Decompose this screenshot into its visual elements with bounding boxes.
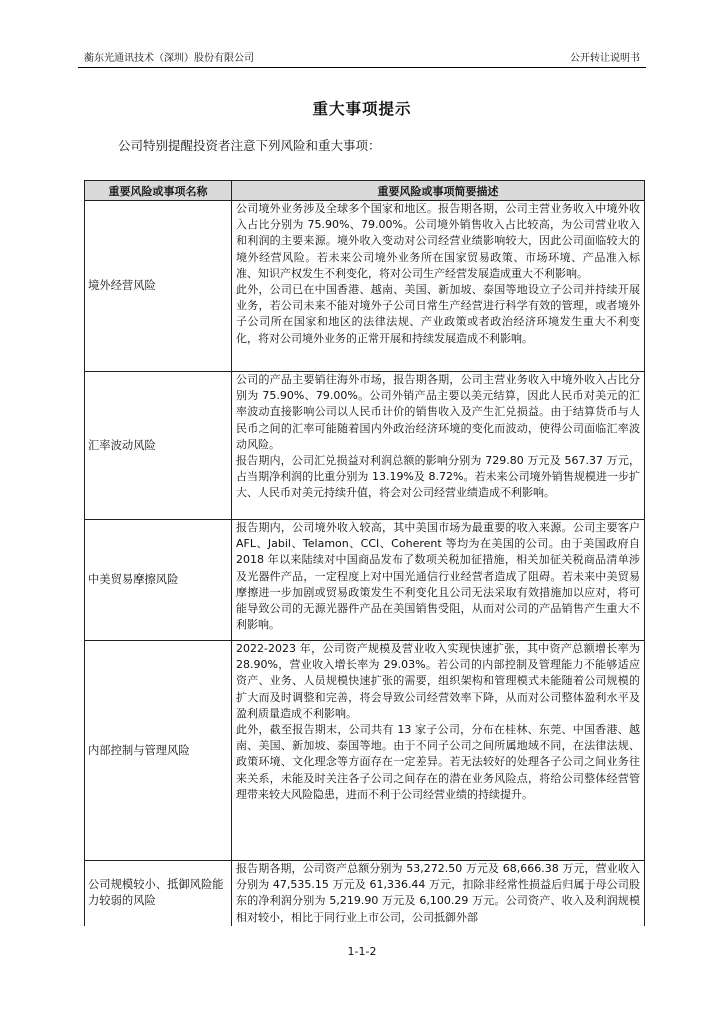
risk-name: 内部控制与管理风险	[85, 641, 232, 861]
table-row	[85, 861, 645, 926]
risk-name: 公司规模较小、抵御风险能力较弱的风险	[85, 861, 232, 926]
header-company: 蘅东光通讯技术（深圳）股份有限公司	[84, 53, 254, 64]
table-row	[85, 372, 645, 520]
risk-description	[232, 372, 645, 520]
table-row	[85, 201, 645, 372]
header-divider	[78, 67, 646, 68]
desc-paragraph: 2022-2023 年，公司资产规模及营业收入实现快速扩张，其中资产总额增长率为 28.90%，营业收入增长率为 29.03%。若公司的内部控制及管理能力不能够适应资产、业务、人员规模快速扩张的需要，组织架构和管理模式未能随着公司规模的扩大而及时调整和完善，将会导致公司经营效率下降，从而对公司整体盈利水平及盈利质量造成不利影响。	[236, 642, 640, 720]
desc-paragraph: 报告期内，公司汇兑损益对利润总额的影响分别为 729.80 万元及 567.37 万元，占当期净利润的比重分别为 13.19%及 8.72%。若未来公司境外销售规模进一步扩大、人民币对美元持续升值，将会对公司经营业绩造成不利影响。	[236, 454, 640, 500]
table-header-row	[85, 181, 645, 201]
page-title: 重大事项提示	[312, 99, 412, 118]
risk-description	[232, 861, 645, 926]
risk-name: 境外经营风险	[85, 201, 232, 372]
risk-table	[84, 180, 645, 926]
page-header	[78, 52, 646, 66]
risk-description	[232, 520, 645, 641]
page-number: 1-1-2	[347, 945, 377, 958]
intro-text: 公司特别提醒投资者注意下列风险和重大事项：	[118, 138, 381, 153]
risk-name: 中美贸易摩擦风险	[85, 520, 232, 641]
table-row	[85, 641, 645, 861]
col-header-name: 重要风险或事项名称	[85, 181, 232, 201]
desc-paragraph: 公司境外业务涉及全球多个国家和地区。报告期各期，公司主营业务收入中境外收入占比分别为 75.90%、79.00%。公司境外销售收入占比较高，为公司营业收入和利润的主要来源。境外收入变动对公司经营业绩影响较大，因此公司面临较大的境外经营风险。若未来公司境外业务所在国家贸易政策、市场环境、产品准入标准、知识产权发生不利变化，将对公司生产经营发展造成重大不利影响。	[236, 202, 640, 280]
desc-paragraph: 报告期内，公司境外收入较高，其中美国市场为最重要的收入来源。公司主要客户 AFL、Jabil、Telamon、CCI、Coherent 等均为在美国的公司。由于美国政府自 2018 年以来陆续对中国商品发布了数项关税加征措施，相关加征关税商品清单涉及光器件产品，一定程度上对中国光通信行业经营者造成了阻碍。若未来中美贸易摩擦进一步加剧或贸易政策发生不利变化且公司无法采取有效措施加以应对，将可能导致公司的无源光器件产品在美国销售受阻，从而对公司的产品销售产生重大不利影响。	[236, 521, 640, 632]
desc-paragraph: 此外，公司已在中国香港、越南、美国、新加坡、泰国等地设立子公司并持续开展业务，若公司未来不能对境外子公司日常生产经营进行科学有效的管理，或者境外子公司所在国家和地区的法律法规、产业政策或者政治经济环境发生重大不利变化，将对公司境外业务的正常开展和持续发展造成不利影响。	[236, 283, 640, 345]
desc-paragraph: 报告期各期，公司资产总额分别为 53,272.50 万元及 68,666.38 万元，营业收入分别为 47,535.15 万元及 61,336.44 万元，扣除非经常性损益后归属于母公司股东的净利润分别为 5,219.90 万元及 6,100.29 万元。公司资产、收入及利润规模相对较小，相比于同行业上市公司，公司抵御外部	[236, 862, 640, 924]
desc-paragraph: 此外，截至报告期末，公司共有 13 家子公司，分布在桂林、东莞、中国香港、越南、美国、新加坡、泰国等地。由于不同子公司之间所属地域不同，在法律法规、政策环境、文化理念等方面存在一定差异。若无法较好的处理各子公司之间业务往来关系，未能及时关注各子公司之间存在的潜在业务风险点，将给公司整体经营管理带来较大风险隐患，进而不利于公司经营业绩的持续提升。	[236, 723, 640, 801]
risk-name: 汇率波动风险	[85, 372, 232, 520]
risk-description	[232, 641, 645, 861]
table-row	[85, 520, 645, 641]
col-header-desc: 重要风险或事项简要描述	[232, 181, 645, 201]
risk-description	[232, 201, 645, 372]
header-doc-type: 公开转让说明书	[570, 53, 640, 64]
desc-paragraph: 公司的产品主要销往海外市场，报告期各期，公司主营业务收入中境外收入占比分别为 75.90%、79.00%。公司外销产品主要以美元结算，因此人民币对美元的汇率波动直接影响公司以人民币计价的销售收入及产生汇兑损益。由于结算货币与人民币之间的汇率可能随着国内外政治经济环境的变化而波动，使得公司面临汇率波动风险。	[236, 373, 640, 451]
